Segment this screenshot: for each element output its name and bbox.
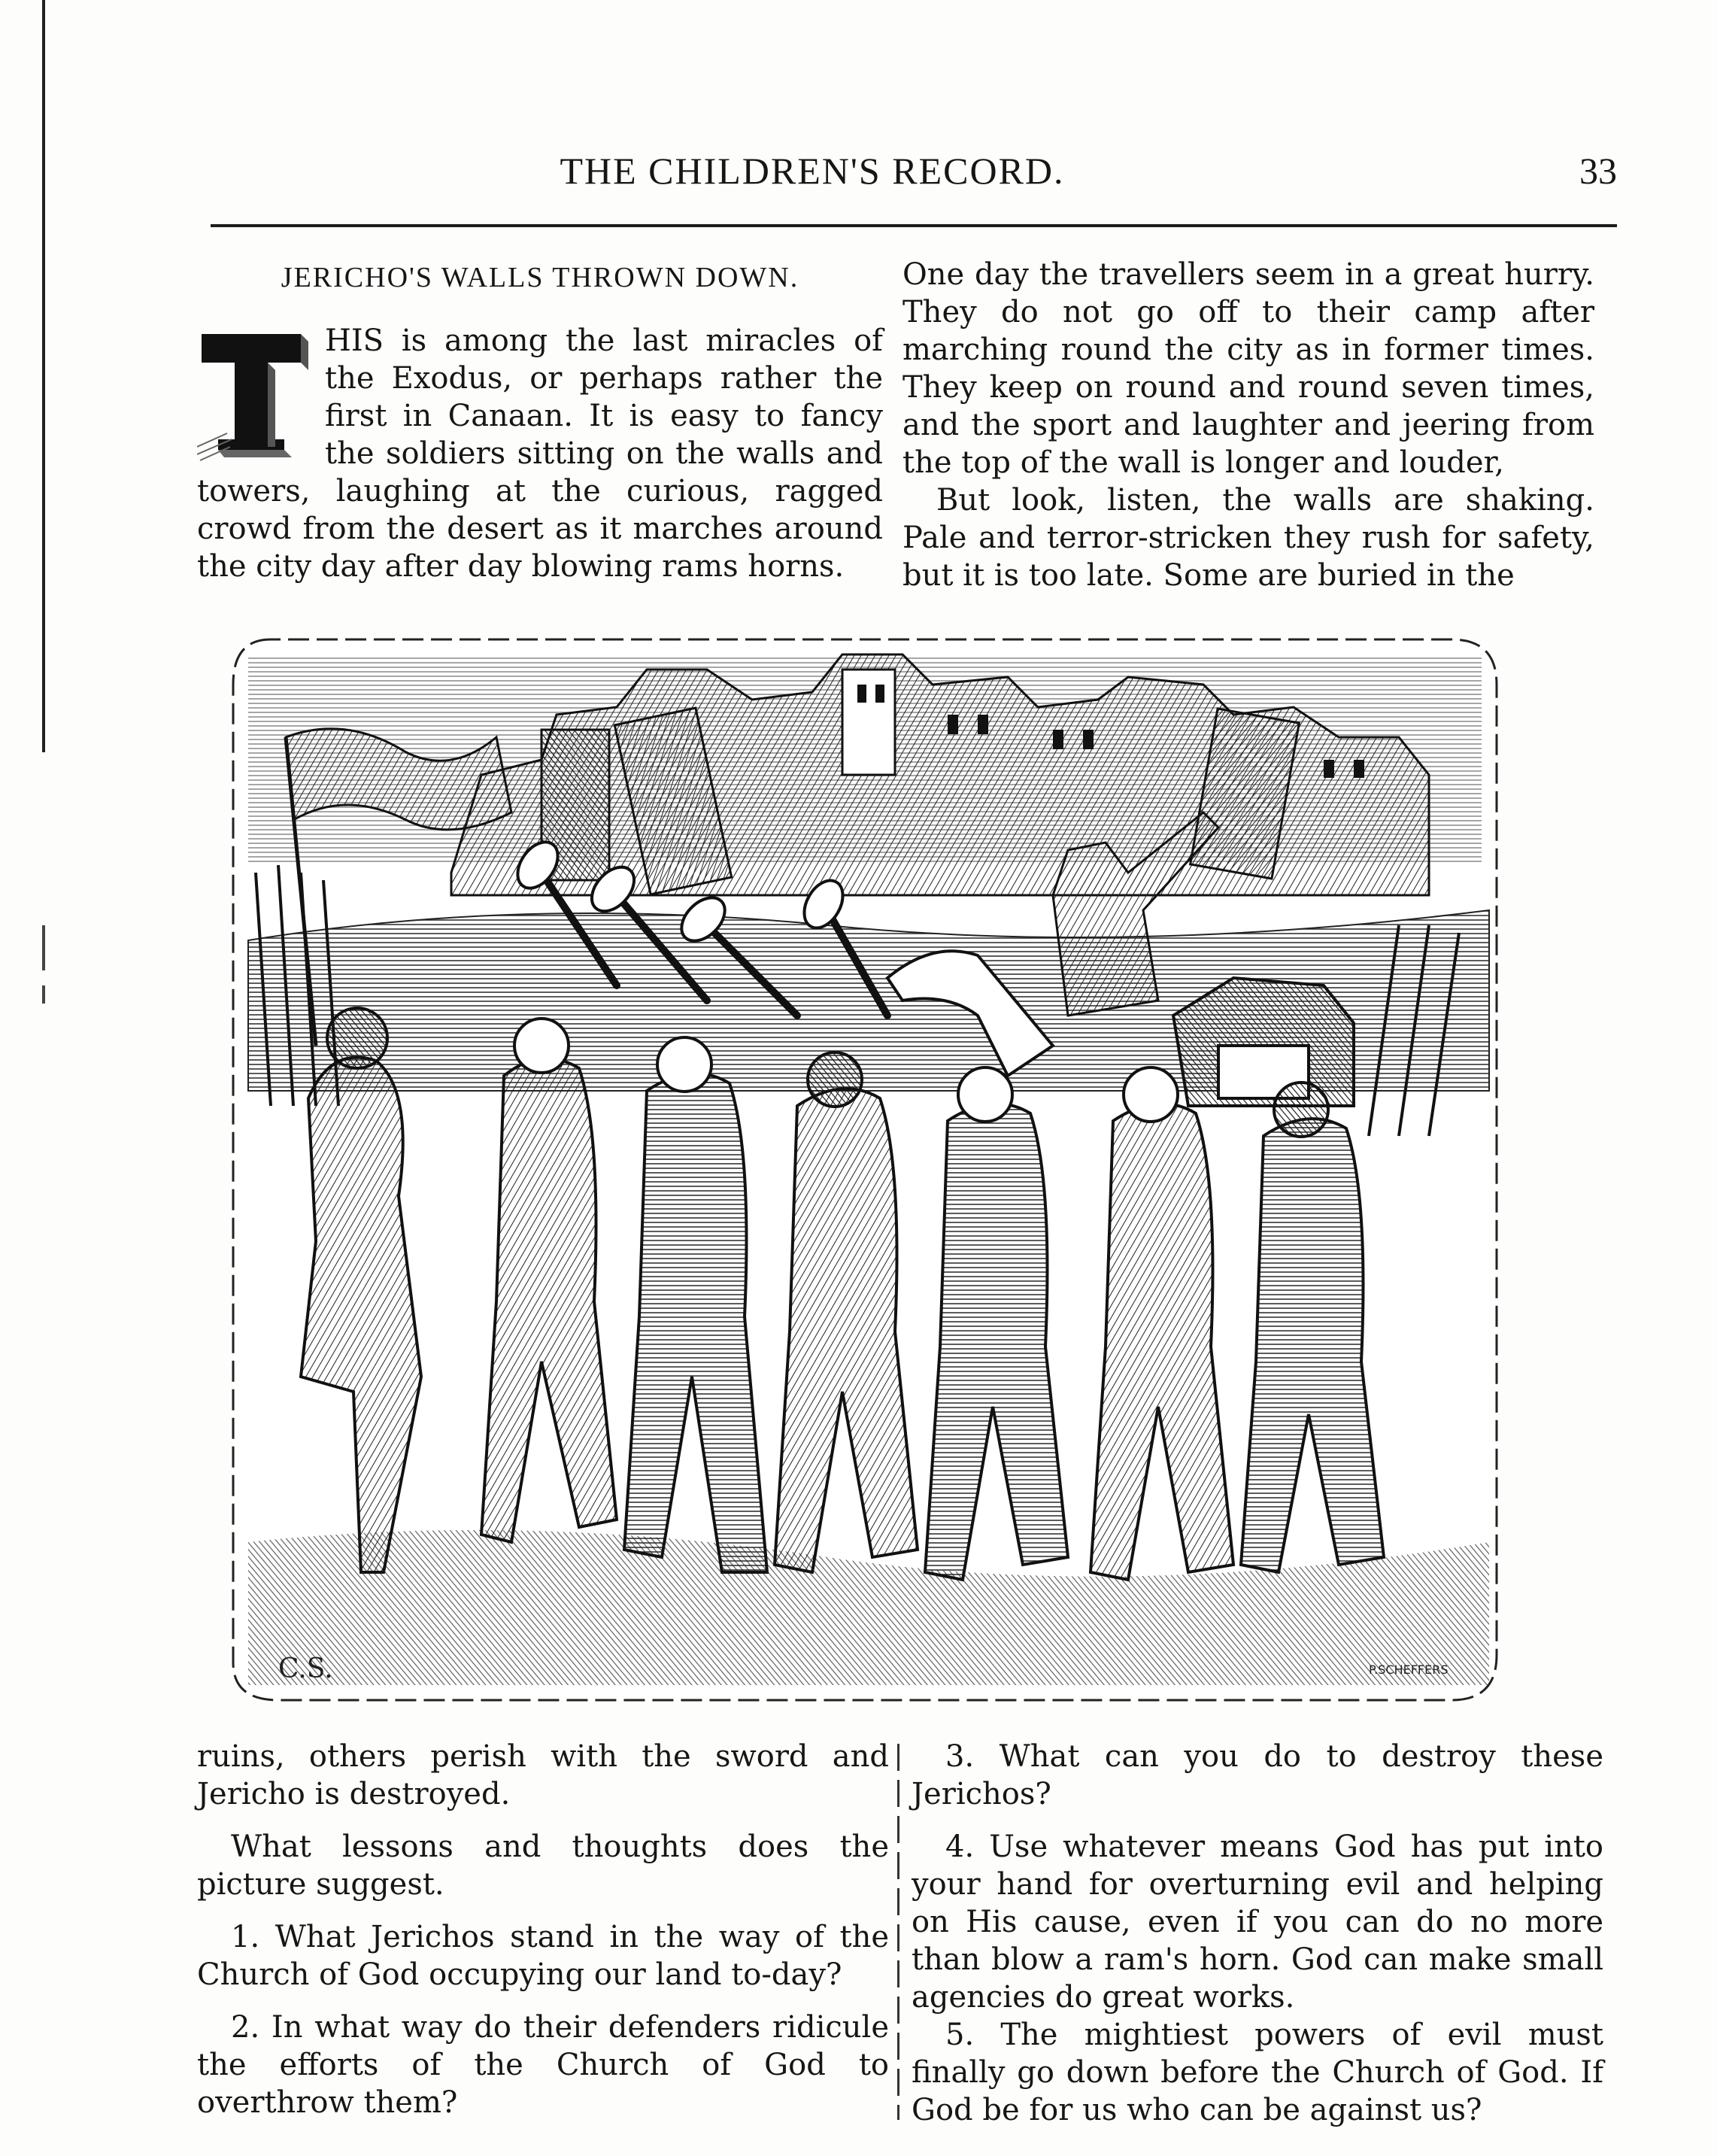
- article-title: JERICHO'S WALLS THROWN DOWN.: [281, 262, 799, 293]
- right-column-top: [902, 256, 1594, 594]
- page-number: 33: [1579, 150, 1617, 192]
- right-paragraph-1: One day the travellers seem in a great hurry. They do not go off to their camp after marching round the city as in former times. They keep on round and round seven times, and the sport and laughter and jeering from the top of the wall is longer and louder,: [902, 257, 1594, 480]
- question-5: 5. The mightiest powers of evil must finally go down before the Church of God. If God be for us who can be against us?: [912, 2018, 1603, 2127]
- left-column-bottom: [197, 1738, 889, 2121]
- lessons-intro: What lessons and thoughts does the picture suggest.: [197, 1830, 889, 1902]
- right-paragraph-2: But look, listen, the walls are shaking. Pale and terror-stricken they rush for safety, but it is too late. Some are buried in the: [902, 483, 1594, 593]
- engraving-illustration: [226, 624, 1504, 1708]
- question-2: 2. In what way do their defenders ridicule the efforts of the Church of God to overthrow them?: [197, 2010, 889, 2120]
- left-column-top: [197, 256, 883, 585]
- margin-mark: [42, 925, 45, 970]
- drop-cap: [197, 326, 310, 462]
- running-head: [211, 149, 1617, 217]
- right-column-bottom: [912, 1738, 1603, 2129]
- intro-paragraph: HIS is among the last miracles of the Exodus, or perhaps rather the first in Canaan. It is easy to fancy the soldiers sitting on the walls and towers, laughing at the curious, ragged crowd from the desert as it marches around the city day after day blowing rams horns.: [197, 323, 883, 584]
- question-1: 1. What Jerichos stand in the way of the Church of God occupying our land to-day?: [197, 1920, 889, 1992]
- column-divider: [897, 1744, 899, 2120]
- continued-paragraph: ruins, others perish with the sword and Jericho is destroyed.: [197, 1739, 889, 1811]
- drop-cap-letter: [197, 326, 310, 462]
- binding-margin-rule: [42, 0, 45, 752]
- jericho-engraving: [226, 624, 1504, 1708]
- signature-left: C.S.: [278, 1653, 333, 1684]
- running-title: THE CHILDREN'S RECORD.: [560, 150, 1065, 192]
- signature-right: P.SCHEFFERS: [1369, 1663, 1449, 1677]
- question-3: 3. What can you do to destroy these Jerichos?: [912, 1739, 1603, 1811]
- margin-mark: [42, 985, 45, 1004]
- svg-text:T: T: [253, 432, 254, 433]
- header-rule: [211, 224, 1617, 227]
- question-4: 4. Use whatever means God has put into your hand for overturning evil and helping on His cause, even if you can do no more than blow a ram's horn. God can make small agencies do great works.: [912, 1830, 1603, 2015]
